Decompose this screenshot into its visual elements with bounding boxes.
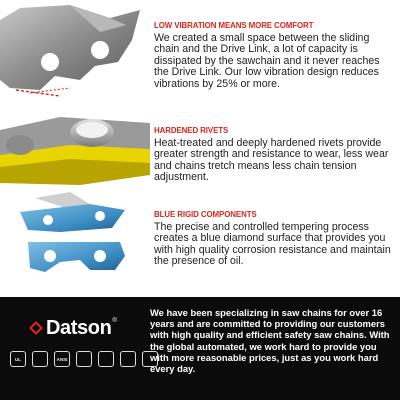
feature-title: BLUE RIGID COMPONENTS bbox=[154, 209, 257, 219]
blue-link-photo bbox=[0, 190, 150, 290]
ansi-certification-icon: ANSI bbox=[54, 351, 70, 367]
certification-icon bbox=[32, 351, 48, 367]
certification-icon bbox=[98, 351, 114, 367]
feature-text bbox=[154, 20, 396, 90]
feature-description: Heat-treated and deeply hardened rivets provide greater strength and resistance to wear, less wear and chains tretch means less chain tension adjustment. bbox=[154, 137, 389, 184]
rivet-photo bbox=[0, 105, 150, 190]
datson-logo-icon bbox=[28, 320, 44, 336]
feature-low-vibration bbox=[0, 0, 400, 100]
feature-title: LOW VIBRATION MEANS MORE COMFORT bbox=[154, 20, 314, 30]
feature-description: We created a small space between the sliding chain and the Drive Link, a lot of capacity is dissipated by the sawchain and it never reaches the Drive Link. Our low vibration design reduces vibrations by 25% or more. bbox=[154, 32, 380, 90]
chain-link-photo bbox=[0, 0, 150, 100]
feature-title: HARDENED RIVETS bbox=[154, 125, 229, 135]
brand-footer bbox=[0, 297, 400, 400]
certification-icon bbox=[120, 351, 136, 367]
certification-icons bbox=[10, 351, 158, 367]
trademark-symbol: ® bbox=[112, 318, 117, 324]
feature-blue-rigid bbox=[0, 190, 400, 290]
feature-description: The precise and controlled tempering process creates a blue diamond surface that provides you with high quality corrosion resistance and maintain the presence of oil. bbox=[154, 221, 391, 268]
feature-text bbox=[154, 125, 396, 184]
ul-certification-icon: UL bbox=[10, 351, 26, 367]
feature-text bbox=[154, 209, 396, 268]
certification-icon bbox=[76, 351, 92, 367]
brand-name: Datson bbox=[46, 317, 112, 339]
datson-logo bbox=[28, 318, 117, 338]
company-description: We have been specializing in saw chains for over 16 years and are committed to providing our customers with high quality and efficient safety saw chains. With the global automated, we work hard to provide you with more reasonable prices, just as you work hard every day. bbox=[150, 307, 390, 375]
feature-hardened-rivets bbox=[0, 105, 400, 190]
